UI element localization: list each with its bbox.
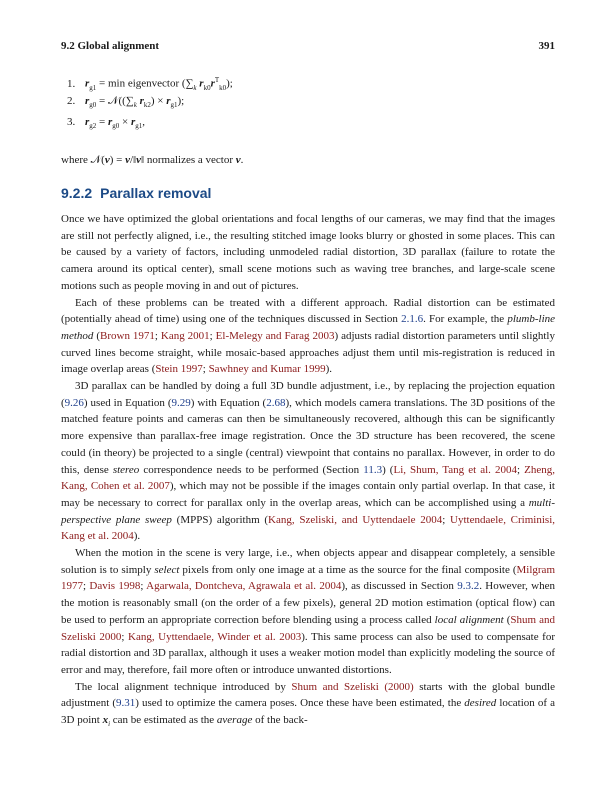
paragraph-1: Once we have optimized the global orientations and focal lengths of our cameras, we may find that the images are still not perfectly aligned, i.e., the resulting stitched image looks blurry or ghosted in some places. This can be caused by a variety of factors, including unmodeled radial distortion, 3D parallax (failure to rotate the camera around its optical center), small scene motions such as waving tree branches, and large-scale scene motions such as people moving in and out of pictures. (61, 213, 555, 292)
section-link[interactable]: 11.3 (363, 463, 383, 476)
equation-link[interactable]: 9.29 (171, 396, 191, 409)
citation-link[interactable]: Davis 1998 (89, 580, 141, 593)
equation-link[interactable]: 9.26 (64, 396, 84, 409)
citation-link[interactable]: Stein 1997 (155, 363, 203, 376)
page-number: 391 (538, 40, 555, 52)
citation-link[interactable]: Kang, Szeliski, and Uyttendaele 2004 (268, 513, 443, 526)
section-link[interactable]: 2.1.6 (401, 313, 424, 326)
citation-link[interactable]: Agarwala, Dontcheva, Agrawala et al. 2004 (146, 580, 342, 593)
citation-link[interactable]: Brown 1971 (100, 329, 155, 342)
section-link[interactable]: 9.3.2 (457, 580, 480, 593)
paragraph-2: Each of these problems can be treated with a different approach. Radial distortion can be estimated (potentially ahead of time) using one of the techniques discussed in Section 2.1.6. For example, the plumb-line method (Brown 1971; Kang 2001; El-Melegy and Farag 2003) adjusts radial distortion parameters until slightly curved lines become straight, while mosaic-based approaches adjust them until mis-registration is reduced in image overlap areas (Stein 1997; Sawhney and Kumar 1999). (61, 296, 556, 376)
paragraph-3: 3D parallax can be handled by doing a full 3D bundle adjustment, i.e., by replacing the projection equation (9.26) used in Equation (9.29) with Equation (2.68), which models camera translations. The 3D positions of the matched feature points and cameras can then be simultaneously recovered, although this can be significantly more expensive than parallax-free image registration. Once the 3D structure has been recovered, the scene could (in theory) be projected to a single (central) viewpoint that contains no parallax. However, in order to do this, dense stereo correspondence needs to be performed (Section 11.3) (Li, Shum, Tang et al. 2004; Zheng, Kang, Cohen et al. 2007), which may not be possible if the images contain only partial overlap. In that case, it may be necessary to correct for parallax only in the overlap areas, which can be accomplished using a multi-perspective plane sweep (MPPS) algorithm (Kang, Szeliski, and Uyttendaele 2004; Uyttendaele, Criminisi, Kang et al. 2004). (61, 380, 555, 543)
equation-list (61, 73, 555, 136)
book-page (61, 0, 555, 800)
equation-item-3: 3. $r_{g2} = r_{g0} \times r_{g1}$, (67, 116, 146, 131)
section-heading (61, 185, 211, 201)
normalization-note: where 𝒩(v) = v/‖v‖ normalizes a vector v. (61, 154, 244, 166)
citation-link[interactable]: Milgram 1977 (61, 563, 555, 593)
equation-item-2: 2. $r_{g0}$ = $𝒩((\sum_k$ $r_{k2}) \times r_{g1}$); (67, 95, 185, 110)
citation-link[interactable]: Sawhney and Kumar 1999 (208, 363, 326, 376)
paragraph-5: The local alignment technique introduced by Shum and Szeliski (2000) starts with the global bundle adjustment (9.31) used to optimize the camera poses. Once these have been estimated, the desired location of a 3D point $x_i$ can be estimated as the average of the back- (61, 680, 556, 729)
citation-link[interactable]: Uyttendaele, Criminisi, Kang et al. 2004 (61, 513, 555, 543)
equation-item-1: 1. $r_{g1} = \min$ eigenvector ($\sum_k$ $r_{k0}r^T_{k0}$); (67, 76, 233, 92)
citation-link[interactable]: Kang, Uyttendaele, Winder et al. 2003 (128, 630, 302, 643)
citation-link[interactable]: Li, Shum, Tang et al. 2004 (393, 463, 517, 476)
body-text (61, 211, 555, 733)
running-header-section: 9.2 Global alignment (61, 40, 160, 52)
citation-link[interactable]: El-Melegy and Farag 2003 (215, 329, 335, 342)
paragraph-4: When the motion in the scene is very large, i.e., when objects appear and disappear completely, a sensible solution is to simply select pixels from only one image at a time as the source for the final composite (Milgram 1977; Davis 1998; Agarwala, Dontcheva, Agrawala et al. 2004), as discussed in Section 9.3.2. However, when the motion is reasonably small (on the order of a few pixels), general 2D motion estimation (optical flow) can be used to perform an appropriate correction before blending using a process called local alignment (Shum and Szeliski 2000; Kang, Uyttendaele, Winder et al. 2003). This same process can also be used to compensate for radial distortion and 3D parallax, although it uses a weaker motion model than explicitly modeling the source of error and may, therefore, fail more often or introduce unwanted distortions. (61, 547, 556, 676)
citation-link[interactable]: Zheng, Kang, Cohen et al. 2007 (61, 463, 555, 493)
section-number: 9.2.2 (61, 185, 93, 201)
citation-link[interactable]: Shum and Szeliski 2000 (61, 613, 555, 643)
equation-link[interactable]: 9.31 (116, 697, 136, 710)
equation-link[interactable]: 2.68 (266, 396, 286, 409)
citation-link[interactable]: Kang 2001 (160, 329, 210, 342)
section-title: Parallax removal (100, 185, 212, 201)
citation-link[interactable]: Shum and Szeliski (2000) (291, 680, 414, 693)
